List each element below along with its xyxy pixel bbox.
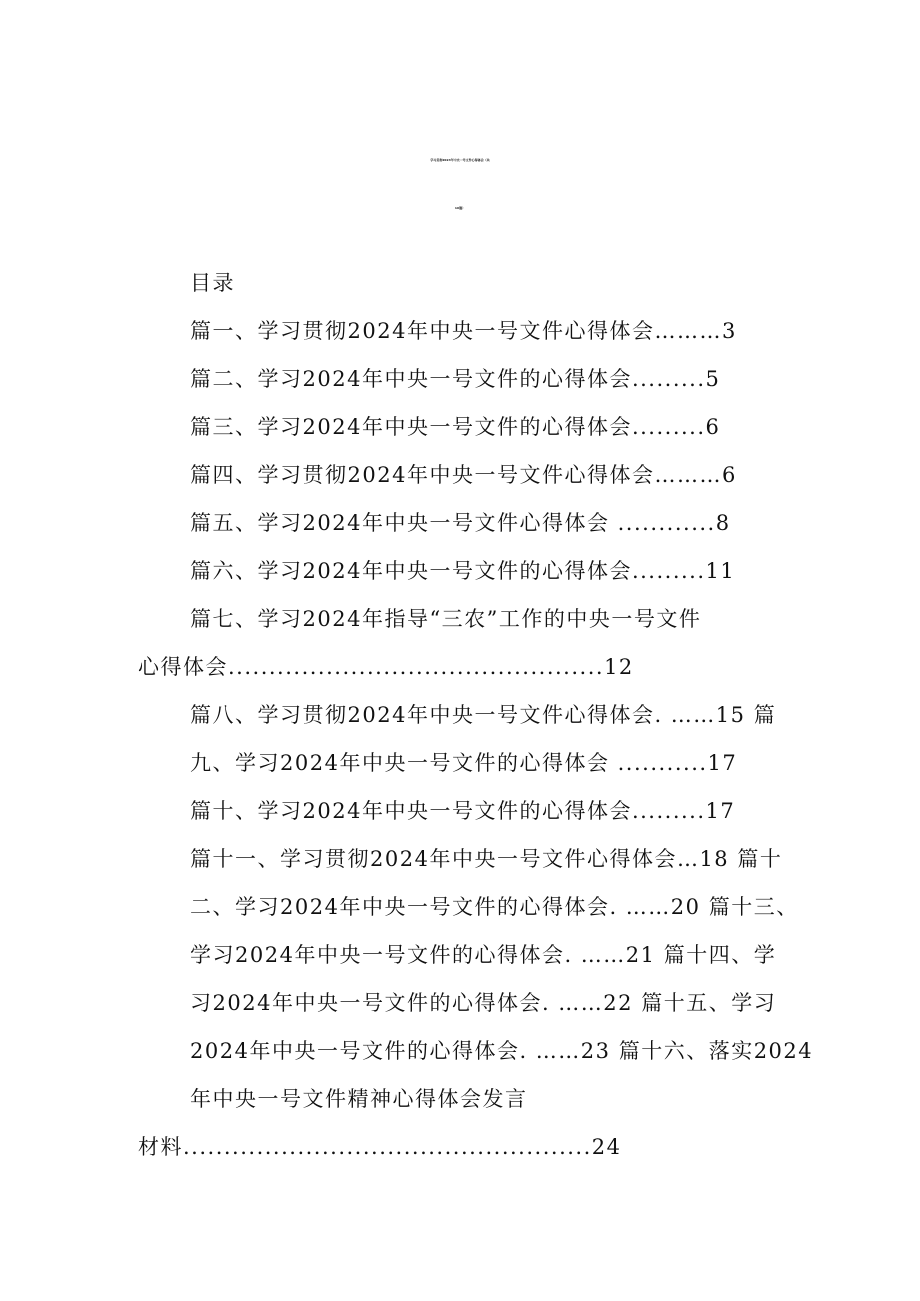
- toc-heading: 目录: [190, 271, 235, 295]
- toc-line: 习2024年中央一号文件的心得体会. ……22 篇十五、学习: [190, 991, 777, 1015]
- toc-line: 心得体会..............................................12: [138, 655, 634, 679]
- toc-line: 二、学习2024年中央一号文件的心得体会. ……20 篇十三、: [190, 895, 799, 919]
- document-title-line-2: 16篇）: [454, 206, 466, 210]
- toc-line: 篇二、学习2024年中央一号文件的心得体会.........5: [190, 367, 721, 391]
- toc-line: 年中央一号文件精神心得体会发言: [190, 1087, 528, 1111]
- toc-line: 九、学习2024年中央一号文件的心得体会 ...........17: [190, 751, 738, 775]
- toc-line: 学习2024年中央一号文件的心得体会. ……21 篇十四、学: [190, 943, 777, 967]
- toc-line: 2024年中央一号文件的心得体会. ……23 篇十六、落实2024: [190, 1039, 814, 1063]
- toc-line: 篇一、学习贯彻2024年中央一号文件心得体会………3: [190, 319, 737, 343]
- document-title-line-1: 学习贯彻2024年中央一号文件心得体会（共: [430, 158, 490, 162]
- toc-line: 篇十、学习2024年中央一号文件的心得体会.........17: [190, 799, 736, 823]
- toc-line: 篇四、学习贯彻2024年中央一号文件心得体会………6: [190, 463, 737, 487]
- toc-line: 篇三、学习2024年中央一号文件的心得体会.........6: [190, 415, 721, 439]
- toc-line: 篇十一、学习贯彻2024年中央一号文件心得体会…18 篇十: [190, 847, 783, 871]
- toc-line: 篇五、学习2024年中央一号文件心得体会 ............8: [190, 511, 731, 535]
- toc-line: 篇六、学习2024年中央一号文件的心得体会.........11: [190, 559, 736, 583]
- toc-line: 篇八、学习贯彻2024年中央一号文件心得体会. ……15 篇: [190, 703, 777, 727]
- toc-line: 篇七、学习2024年指导“三农”工作的中央一号文件: [190, 607, 702, 631]
- toc-line: 材料..................................................24: [138, 1135, 622, 1159]
